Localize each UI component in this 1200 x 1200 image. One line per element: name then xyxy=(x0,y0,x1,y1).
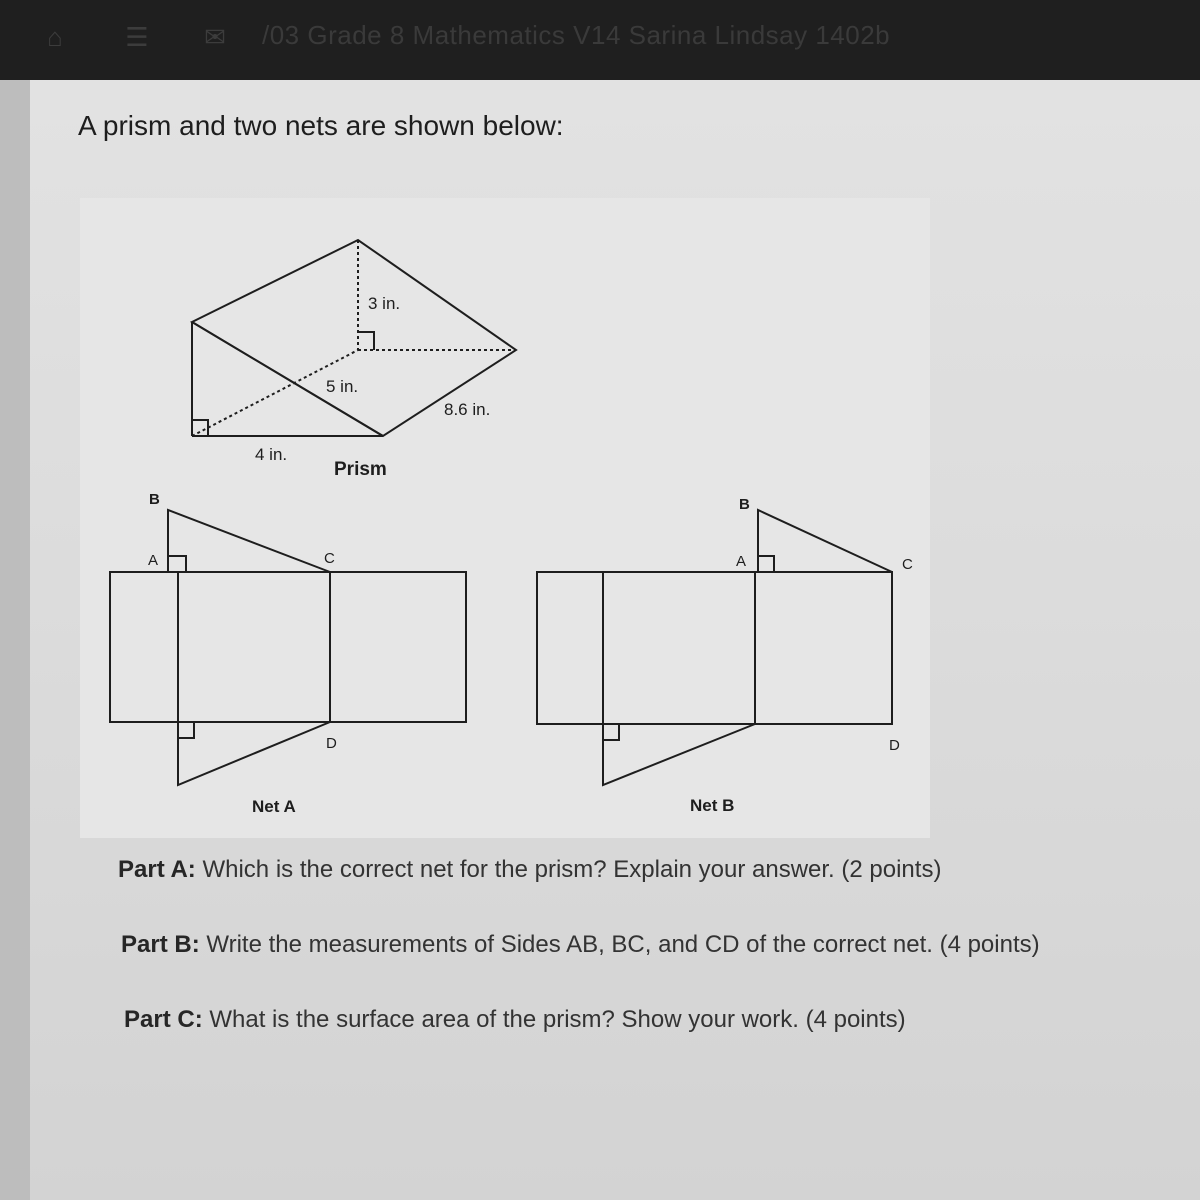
net-a-figure xyxy=(110,510,466,785)
part-a-label: Part A: xyxy=(118,856,196,883)
part-c-label: Part C: xyxy=(124,1006,203,1033)
net-a-right-rect xyxy=(330,572,466,722)
net-a-left-rect xyxy=(110,572,178,722)
net-b-label-a: A xyxy=(736,553,747,570)
part-b-text: Write the measurements of Sides AB, BC, and CD of the correct net. (4 points) xyxy=(199,931,1040,958)
part-c-text: What is the surface area of the prism? Show your work. (4 points) xyxy=(202,1006,906,1033)
net-b-figure xyxy=(537,510,892,785)
course-title: /03 Grade 8 Mathematics V14 Sarina Lindsay 1402b xyxy=(262,20,891,50)
net-b-top-triangle xyxy=(758,510,892,572)
net-a-label-a: A xyxy=(148,552,159,569)
net-a-bottom-triangle xyxy=(178,722,330,785)
net-a-label-d: D xyxy=(326,735,337,752)
net-b-right-angle-bottom xyxy=(603,724,619,740)
prism-height-label: 3 in. xyxy=(368,294,401,313)
net-b-right-rect xyxy=(755,572,892,724)
net-a-label-b: B xyxy=(149,491,160,508)
net-a-middle-rect xyxy=(178,572,330,722)
net-a-right-angle-bottom xyxy=(178,722,194,738)
net-b-label-b: B xyxy=(739,496,750,513)
net-b-label-c: C xyxy=(902,556,913,573)
home-icon[interactable]: ⌂ xyxy=(47,22,63,52)
net-b-bottom-triangle xyxy=(603,724,755,785)
net-b-caption: Net B xyxy=(690,796,735,815)
prism-right-angle-top xyxy=(358,332,374,350)
net-a-caption: Net A xyxy=(252,797,296,816)
part-b-question xyxy=(121,931,1040,959)
part-c-question xyxy=(124,1006,906,1034)
prism-right-angle-bottom xyxy=(192,420,208,436)
part-a-question xyxy=(118,856,941,884)
net-b-label-d: D xyxy=(889,737,900,754)
net-a-top-triangle xyxy=(168,510,330,572)
prism-hyp-label: 5 in. xyxy=(326,377,359,396)
net-b-left-rect xyxy=(537,572,603,724)
mail-icon[interactable]: ✉ xyxy=(204,22,226,52)
prism-caption: Prism xyxy=(334,459,387,480)
prism-base-label: 4 in. xyxy=(255,445,288,464)
net-a-right-angle-top xyxy=(168,556,186,572)
prism-length-label: 8.6 in. xyxy=(444,400,491,419)
net-a-label-c: C xyxy=(324,550,335,567)
menu-icon[interactable]: ☰ xyxy=(125,22,149,52)
net-b-middle-rect xyxy=(603,572,755,724)
question-intro: A prism and two nets are shown below: xyxy=(78,110,564,141)
net-b-right-angle-top xyxy=(758,556,774,572)
part-a-text: Which is the correct net for the prism? Explain your answer. (2 points) xyxy=(195,856,942,883)
part-b-label: Part B: xyxy=(121,931,200,958)
